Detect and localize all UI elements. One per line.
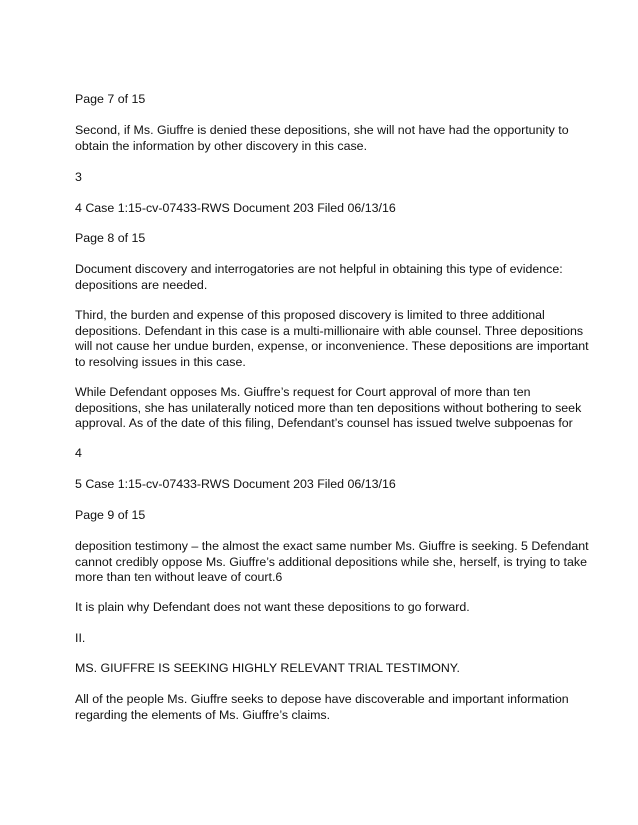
text-line: Document discovery and interrogatories are not helpful in obtaining this type of evidence:: [75, 262, 563, 276]
text-line: 3: [75, 170, 82, 184]
section-number: [75, 631, 575, 647]
text-line: more than ten without leave of court.6: [75, 570, 283, 584]
text-line: Third, the burden and expense of this proposed discovery is limited to three additional: [75, 308, 545, 322]
text-line: Page 7 of 15: [75, 92, 146, 106]
paragraph-plain-why: [75, 600, 575, 616]
text-line: While Defendant opposes Ms. Giuffre’s request for Court approval of more than ten: [75, 385, 531, 399]
paragraph-people-depose: [75, 692, 575, 723]
text-line: Page 9 of 15: [75, 508, 146, 522]
text-line: 4: [75, 446, 82, 460]
text-line: deposition testimony – the almost the exact same number Ms. Giuffre is seeking. 5 Defendant: [75, 539, 589, 553]
text-line: Second, if Ms. Giuffre is denied these depositions, she will not have had the opportunity to: [75, 123, 569, 137]
text-line: All of the people Ms. Giuffre seeks to depose have discoverable and important information: [75, 692, 569, 706]
text-line: 5 Case 1:15-cv-07433-RWS Document 203 Filed 06/13/16: [75, 477, 396, 491]
text-line: to resolving issues in this case.: [75, 354, 246, 369]
text-line: MS. GIUFFRE IS SEEKING HIGHLY RELEVANT TRIAL TESTIMONY.: [75, 661, 460, 675]
paragraph-third-point: [75, 308, 589, 370]
text-line: regarding the elements of Ms. Giuffre’s claims.: [75, 707, 331, 722]
paragraph-defendant-opposes: [75, 385, 582, 432]
paragraph-second-point: [75, 123, 575, 154]
section-heading: [75, 661, 575, 677]
text-line: obtain the information by other discovery in this case.: [75, 138, 368, 153]
text-line: will not cause her undue burden, expense, or inconvenience. These depositions are important: [75, 339, 589, 353]
page-marker-8: [75, 231, 575, 247]
page-marker-7: [75, 92, 575, 108]
paragraph-document-discovery: [75, 262, 575, 293]
text-line: approval. As of the date of this filing, Defendant’s counsel has issued twelve subpoenas for: [75, 416, 573, 430]
text-line: 4 Case 1:15-cv-07433-RWS Document 203 Filed 06/13/16: [75, 201, 396, 215]
text-line: cannot credibly oppose Ms. Giuffre’s additional depositions while she, herself, is trying to take: [75, 554, 587, 569]
paragraph-deposition-testimony: [75, 539, 589, 586]
text-line: Page 8 of 15: [75, 231, 146, 245]
page-number-3: [75, 170, 575, 186]
case-header-5: [75, 477, 575, 493]
page-number-4: [75, 446, 575, 462]
text-line: II.: [75, 631, 86, 645]
text-line: depositions. Defendant in this case is a multi-millionaire with able counsel. Three depositions: [75, 323, 584, 338]
page-marker-9: [75, 508, 575, 524]
case-header-4: [75, 201, 575, 217]
text-line: depositions are needed.: [75, 277, 208, 292]
text-line: depositions, she has unilaterally noticed more than ten depositions without bothering to seek: [75, 400, 582, 415]
text-line: It is plain why Defendant does not want these depositions to go forward.: [75, 600, 470, 614]
